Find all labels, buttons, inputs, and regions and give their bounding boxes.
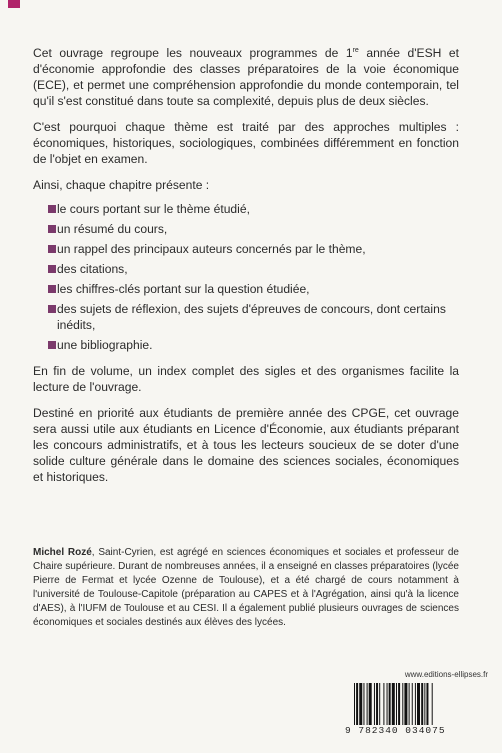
square-bullet-icon [48, 341, 56, 349]
barcode-bar [354, 683, 355, 725]
barcode-bar [412, 683, 413, 725]
list-item [33, 261, 459, 277]
barcode-bar [359, 683, 362, 725]
list-item [33, 221, 459, 237]
barcode-bar [396, 683, 397, 725]
approach-paragraph: C'est pourquoi chaque thème est traité par des approches multiples : économiques, historiques, sociologiques, combinées différemment en fonction de l'objet en examen. [33, 120, 459, 166]
back-cover-text [33, 45, 459, 495]
index-paragraph: En fin de volume, un index complet des sigles et des organismes facilite la lecture de l'ouvrage. [33, 364, 459, 394]
barcode-bar [376, 683, 378, 725]
square-bullet-icon [48, 285, 56, 293]
barcode-bar [415, 683, 416, 725]
barcode-bar [389, 683, 391, 725]
barcode-bar [421, 683, 423, 725]
author-bio-text: , Saint-Cyrien, est agrégé en sciences économiques et sociales et professeur de Chaire supérieure. Durant de nombreuses années, il a enseigné en classes préparatoires (lycée Pierre de Fermat et lycée Ozenne de Toulouse), et a été chargé de cours notamment à l'université de Toulouse-Capitole (préparation au CAPES et à l'Agrégation, ainsi qu'à la licence d'AES), à l'IUFM de Toulouse et au CESI. Il a également publié plusieurs ouvrages de sciences économiques et sociales destinés aux élèves des lycées. [33, 547, 459, 628]
intro-text-end: année d'ESH et d'économie approfondie des classes préparatoires de la voie économique (ECE), et permet une compréhension approfondie du monde contemporain, tel qu'il s'est constitué dans toute sa complexité, depuis plus de deux siècles. [33, 46, 460, 108]
barcode-bar [379, 683, 380, 725]
barcode-bar [374, 683, 375, 725]
list-item [33, 301, 459, 333]
isbn-barcode [353, 683, 491, 725]
list-item-text: un rappel des principaux auteurs concernés par le thème, [57, 242, 366, 256]
barcode-bar [417, 683, 420, 725]
list-item [33, 241, 459, 257]
barcode-bar [409, 683, 410, 725]
author-bio [33, 546, 459, 630]
square-bullet-icon [48, 205, 56, 213]
barcode-bar [402, 683, 403, 725]
publisher-website: www.editions-ellipses.fr [404, 670, 488, 679]
barcode-bar [432, 683, 433, 725]
barcode-bar [383, 683, 384, 725]
barcode-bar [356, 683, 358, 725]
author-name: Michel Rozé [33, 547, 92, 558]
barcode-bar [367, 683, 368, 725]
list-item [33, 201, 459, 217]
barcode-bar [424, 683, 425, 725]
list-item [33, 337, 459, 353]
barcode-bar [392, 683, 395, 725]
barcode-bar [369, 683, 372, 725]
intro-text-start: Cet ouvrage regroupe les nouveaux programmes de 1 [33, 46, 353, 60]
square-bullet-icon [48, 225, 56, 233]
list-item-text: des citations, [57, 262, 128, 276]
list-item-text: une bibliographie. [57, 338, 153, 352]
list-item-text: le cours portant sur le thème étudié, [57, 202, 250, 216]
barcode-bar [363, 683, 364, 725]
list-item-text: un résumé du cours, [57, 222, 168, 236]
square-bullet-icon [48, 245, 56, 253]
barcode-bar [387, 683, 388, 725]
intro-paragraph [33, 45, 459, 109]
barcode-bar [404, 683, 407, 725]
chapter-intro: Ainsi, chaque chapitre présente : [33, 178, 210, 192]
top-accent-mark [8, 0, 20, 8]
list-item-text: les chiffres-clés portant sur la question étudiée, [57, 282, 310, 296]
ordinal-superscript: re [352, 47, 359, 54]
barcode-bar [426, 683, 428, 725]
list-item-text: des sujets de réflexion, des sujets d'épreuves de concours, dont certains inédits, [57, 302, 446, 332]
barcode-digits: 9 782340 034075 [345, 725, 446, 736]
chapter-contents-list [33, 201, 459, 353]
list-item [33, 281, 459, 297]
barcode-bar [398, 683, 400, 725]
audience-paragraph: Destiné en priorité aux étudiants de première année des CPGE, cet ouvrage sera aussi utile aux étudiants en Licence d'Économie, aux étudiants préparant les concours administratifs, et à tous les lecteurs soucieux de se doter d'une solide culture générale dans le domaine des sciences sociales, économiques et historiques. [33, 406, 459, 484]
square-bullet-icon [48, 265, 56, 273]
square-bullet-icon [48, 305, 56, 313]
